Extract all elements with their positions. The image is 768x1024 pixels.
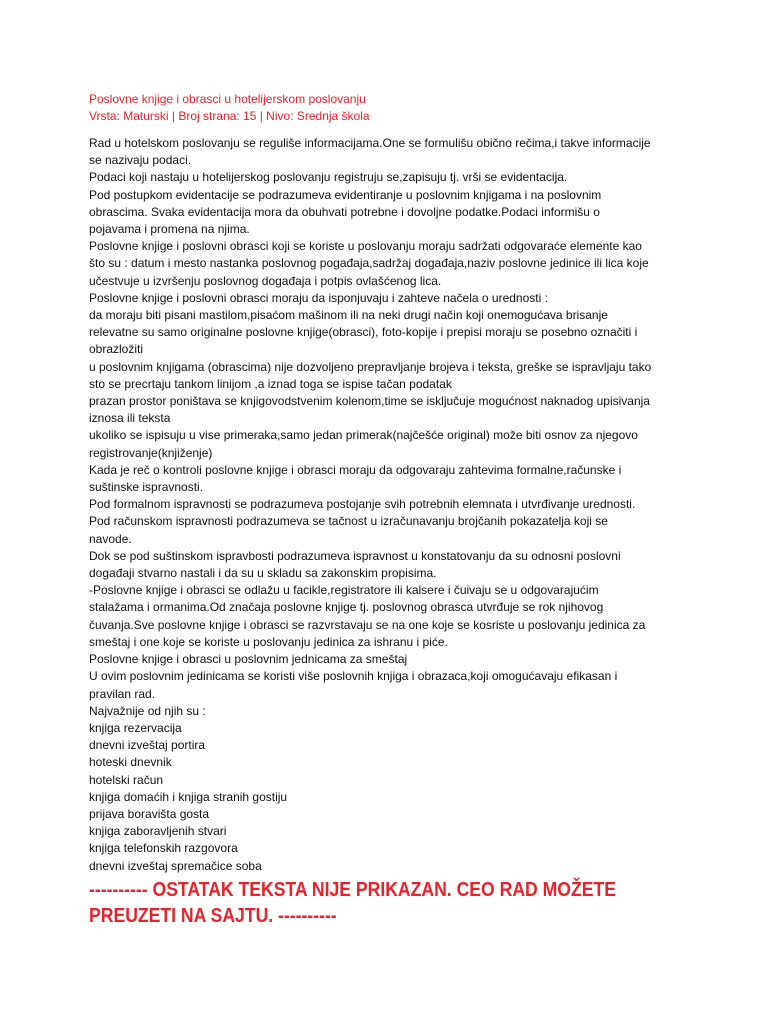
text-line: Podaci koji nastaju u hotelijerskog poslovanju registruju se,zapisuju tj. vrši se evidentacija.	[89, 170, 568, 185]
text-line: Najvažnije od njih su :	[89, 703, 206, 718]
text-line: čuvanja.Sve poslovne knjige i obrasci se razvrstavaju se na one koje se kosriste u poslovanju jedinica za	[89, 617, 646, 632]
text-line: prazan prostor poništava se knjigovodstvenim kolenom,time se isključuje mogućnost naknadog upisivanja	[89, 394, 650, 409]
text-line: obrazložiti	[89, 342, 144, 357]
document-content	[89, 91, 689, 875]
text-line: dnevni izveštaj spremačice soba	[89, 858, 262, 873]
text-line: prijava boravišta gosta	[89, 806, 210, 821]
text-line: Pod računskom ispravnosti podrazumeva se tačnost u izračunavanju brojčanih pokazatelja koji se	[89, 514, 608, 529]
text-line: događaji stvarno nastali i da su u skladu sa zakonskim propisima.	[89, 566, 437, 581]
text-line: stalažama i ormanima.Od značaja poslovne knjige tj. poslovnog obrasca utvrđuje se rok njihovog	[89, 600, 604, 615]
text-line: knjiga telefonskih razgovora	[89, 841, 238, 856]
text-line: Rad u hotelskom poslovanju se reguliše informacijama.One se formulišu obično rečima,i takve informacije	[89, 136, 651, 150]
text-line: hoteski dnevnik	[89, 755, 172, 770]
text-line: Poslovne knjige i obrasci u poslovnim jednicama za smeštaj	[89, 652, 408, 667]
text-line: sto se precrtaju tankom linijom ,a iznad toga se ispise tačan podatak	[89, 376, 452, 391]
text-line: registrovanje(knjiženje)	[89, 445, 213, 460]
text-line: navode.	[89, 531, 132, 546]
text-line: knjiga zaboravljenih stvari	[89, 824, 227, 839]
document-meta: Vrsta: Maturski | Broj strana: 15 | Nivo: Srednja škola	[89, 109, 370, 123]
text-line: iznosa ili teksta	[89, 411, 171, 426]
text-line: smeštaj i one koje se koriste u poslovanju jedinica za ishranu i piće.	[89, 634, 448, 649]
text-line: hotelski račun	[89, 772, 164, 787]
preview-end-notice-line-2: PREUZETI NA SAJTU. ----------	[89, 905, 337, 927]
text-line: dnevni izveštaj portira	[89, 738, 206, 753]
preview-end-notice	[89, 877, 626, 929]
document-body	[89, 135, 689, 875]
text-line: pojavama i promena na njima.	[89, 222, 250, 237]
text-line: se nazivaju podaci.	[89, 153, 192, 168]
text-line: relevatne su samo originalne poslovne knjige(obrasci), foto-kopije i prepisi moraju se posebno označiti i	[89, 325, 638, 340]
text-line: ukoliko se ispisuju u vise primeraka,samo jedan primerak(najčešće original) može biti osnov za njegovo	[89, 428, 638, 443]
text-line: učestvuje u izvršenju poslovnog događaja i potpis ovlašćenog lica.	[89, 273, 442, 288]
text-line: Pod formalnom ispravnosti se podrazumeva postojanje svih potrebnih elemnata i utvrđivanje urednosti.	[89, 497, 636, 512]
text-line: što su : datum i mesto nastanka poslovnog pogađaja,sadržaj događaja,naziv poslovne jedinice ili lica koje	[89, 256, 649, 271]
text-line: U ovim poslovnim jedinicama se koristi više poslovnih knjiga i obrazaca,koji omogućavaju efikasan i	[89, 669, 618, 684]
text-line: Dok se pod suštinskom ispravbosti podrazumeva ispravnost u konstatovanju da su odnosni poslovni	[89, 548, 621, 563]
text-line: Kada je reč o kontroli poslovne knjige i obrasci moraju da odgovaraju zahtevima formalne,računske i	[89, 462, 622, 477]
text-line: knjiga domaćih i knjiga stranih gostiju	[89, 789, 288, 804]
text-line: u poslovnim knjigama (obrascima) nije dozvoljeno prepravljanje brojeva i teksta, greške se ispravljaju tako	[89, 359, 652, 374]
text-line: Poslovne knjige i poslovni obrasci koji se koriste u poslovanju moraju sadržati odgovaraće elemente kao	[89, 239, 642, 254]
text-line: da moraju biti pisani mastilom,pisaćom mašinom ili na neki drugi način koji onemogućava brisanje	[89, 308, 608, 323]
text-line: knjiga rezervacija	[89, 720, 182, 735]
preview-end-notice-line-1: ---------- OSTATAK TEKSTA NIJE PRIKAZAN. CEO RAD MOŽETE	[89, 879, 616, 901]
text-line: Poslovne knjige i poslovni obrasci moraju da isponjuvaju i zahteve načela o urednosti :	[89, 290, 548, 305]
document-title[interactable]: Poslovne knjige i obrasci u hotelijerskom poslovanju	[89, 92, 366, 106]
text-line: obrascima. Svaka evidentacija mora da obuhvati potrebne i dovoljne podatke.Podaci informišu o	[89, 204, 600, 219]
text-line: suštinske ispravnosti.	[89, 480, 204, 495]
text-line: Pod postupkom evidentacije se podrazumeva evidentiranje u poslovnim knjigama i na poslovnim	[89, 187, 602, 202]
document-header	[89, 91, 689, 125]
text-line: -Poslovne knjige i obrasci se odlažu u facikle,registratore ili kalsere i čuivaju se u odgovarajućim	[89, 583, 599, 598]
text-line: pravilan rad.	[89, 686, 156, 701]
